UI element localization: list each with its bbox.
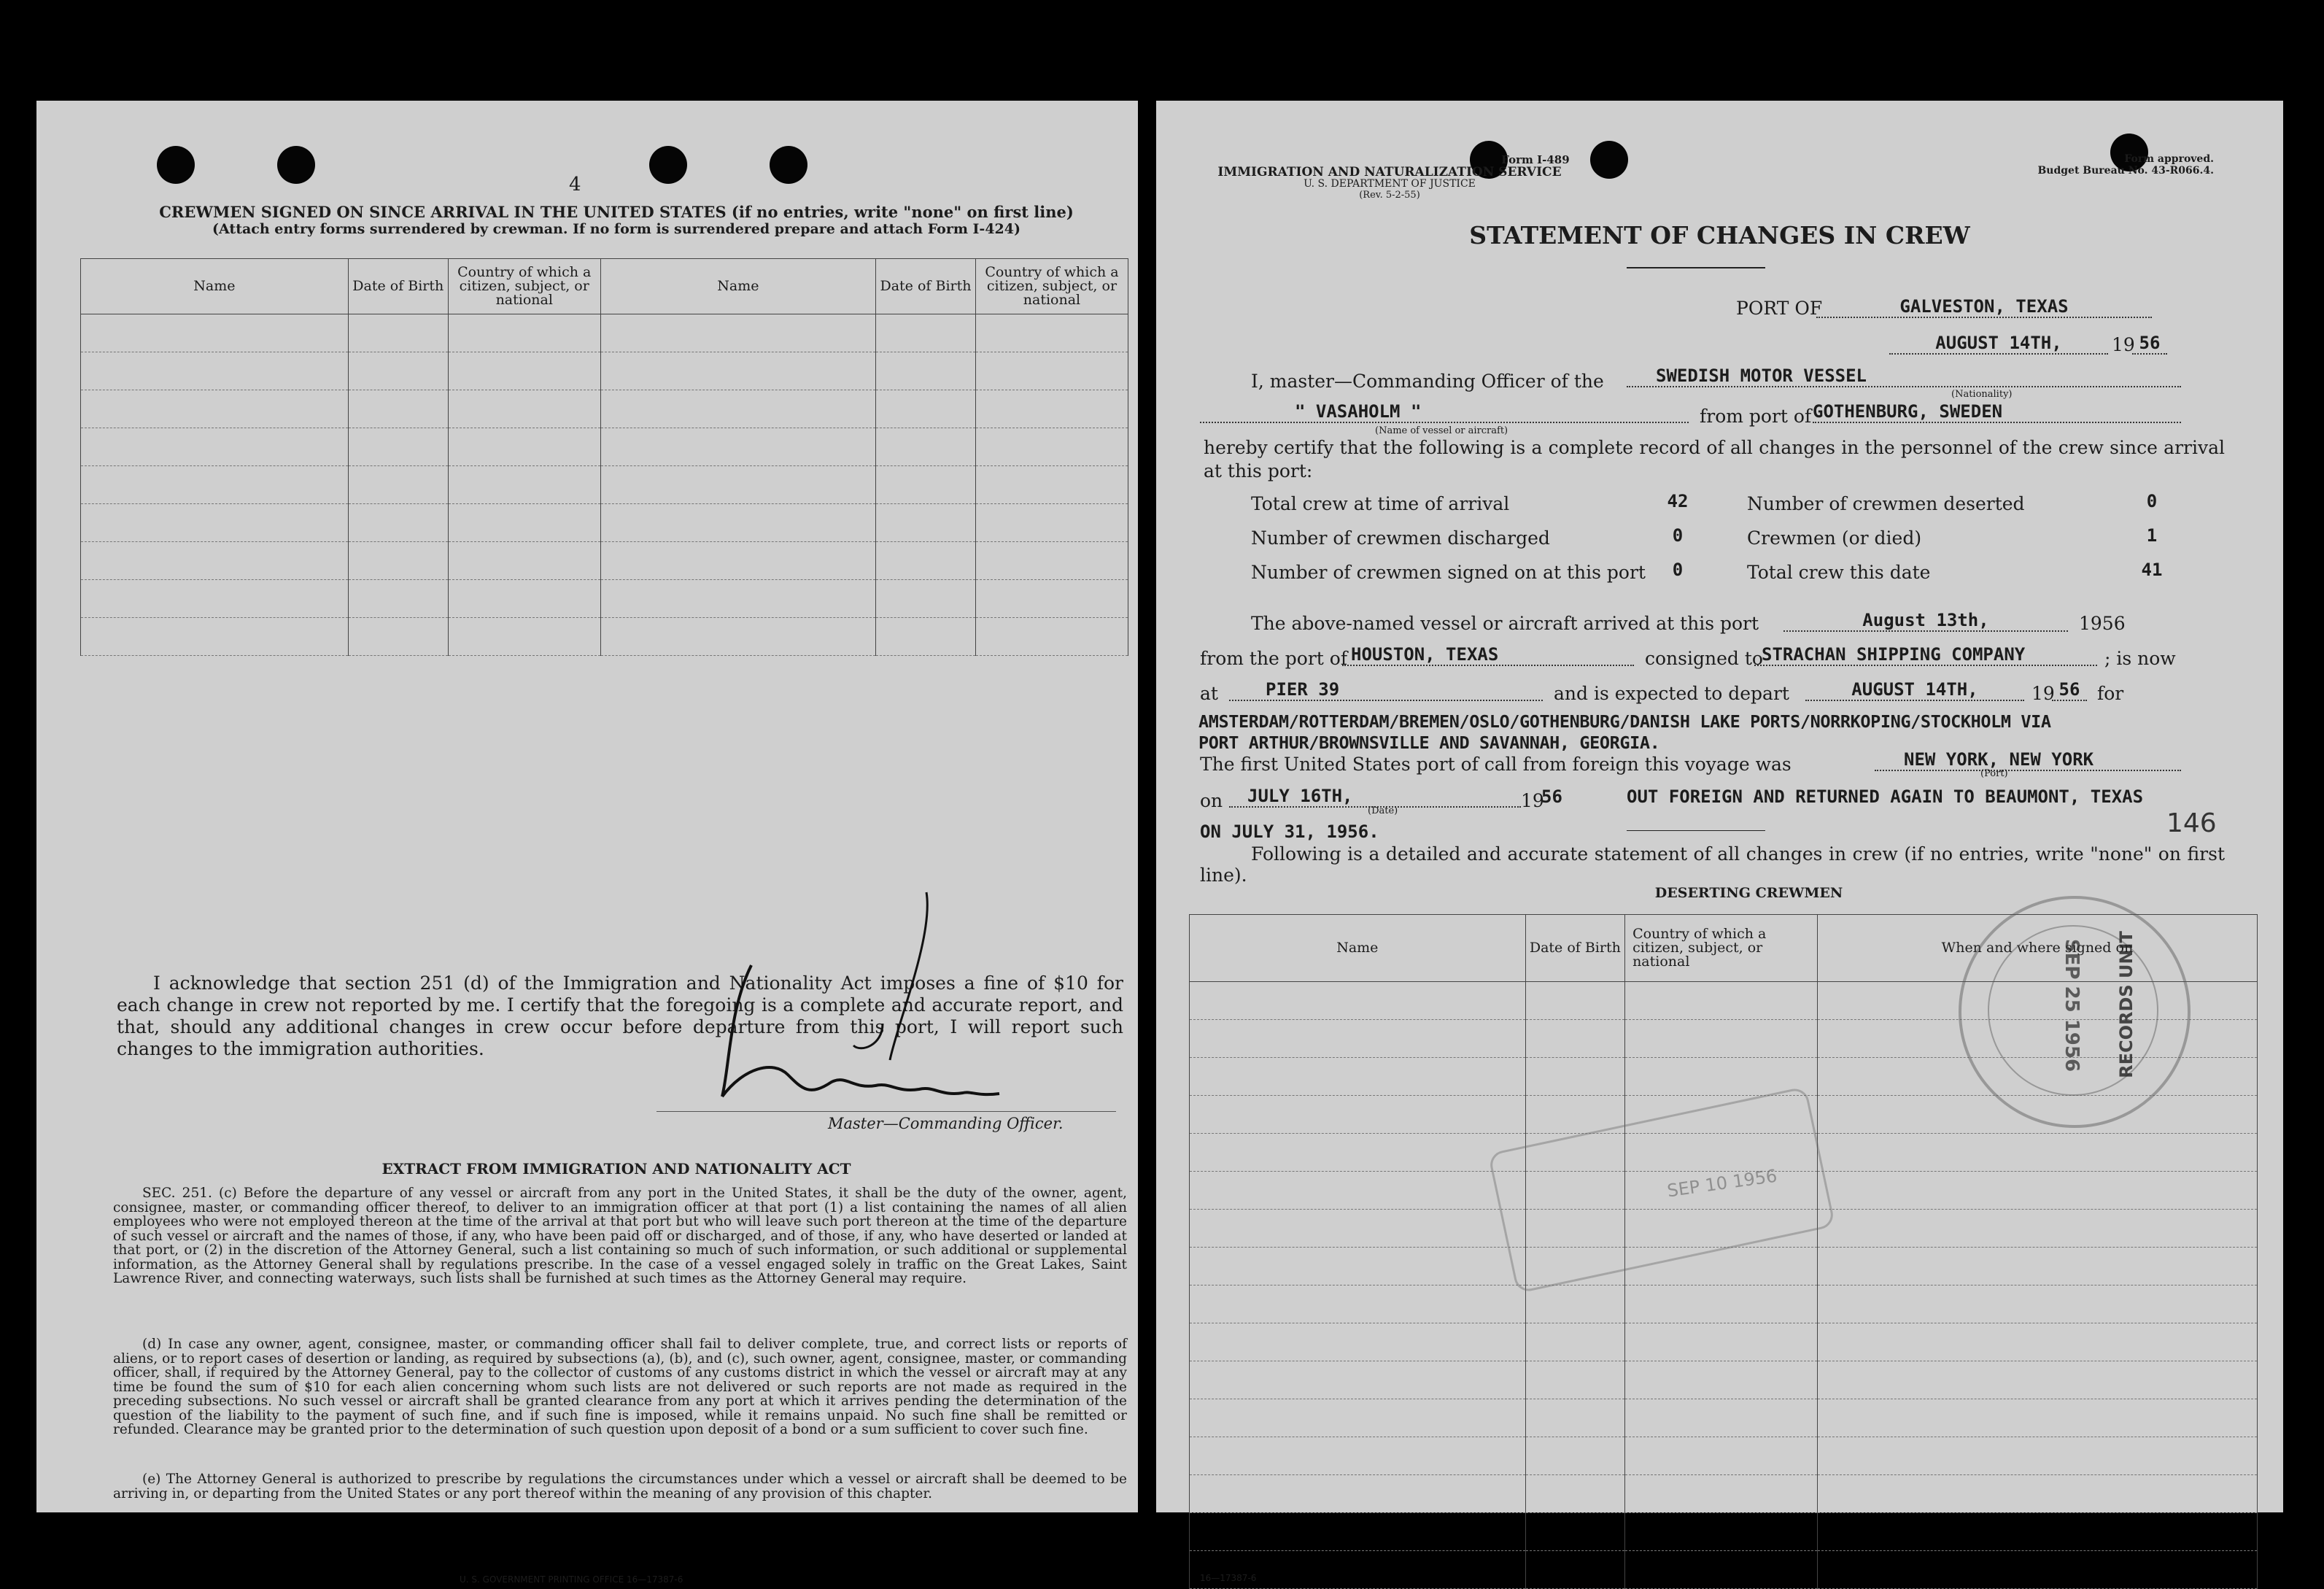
port-value: GALVESTON, TEXAS — [1816, 296, 2152, 318]
table-row — [81, 314, 1128, 352]
column-header: Name — [600, 259, 875, 314]
date-value: AUGUST 14TH, — [1889, 333, 2108, 355]
date-caption: (Date) — [1368, 805, 1398, 816]
revision-date: (Rev. 5-2-55) — [1359, 190, 1420, 201]
stat-label: Number of crewmen deserted — [1747, 493, 2025, 514]
column-header: Date of Birth — [348, 259, 448, 314]
stat-label: Number of crewmen discharged — [1251, 527, 1550, 549]
right-page — [1156, 101, 2283, 1583]
signed-on-header: CREWMEN SIGNED ON SINCE ARRIVAL IN THE UNITED STATES (if no entries, write "none" on first line) — [159, 203, 1074, 221]
from-the-port-value: HOUSTON, TEXAS — [1342, 644, 1634, 666]
signature-line — [656, 1111, 1116, 1112]
stat-label: Number of crewmen signed on at this port — [1251, 562, 1646, 583]
budget-number: Budget Bureau No. 43-R066.4. — [2037, 165, 2214, 177]
punch-hole — [157, 146, 195, 184]
stat-label: Crewmen (or died) — [1747, 527, 1922, 549]
section-rule — [1627, 830, 1765, 831]
table-row — [1190, 1248, 2258, 1285]
signature-caption: Master—Commanding Officer. — [828, 1115, 1064, 1132]
port-caption: (Port) — [1980, 768, 2008, 779]
first-port-value: NEW YORK, NEW YORK — [1875, 749, 2181, 771]
is-now-label: ; is now — [2104, 648, 2176, 669]
form-number: Form I-489 — [1501, 153, 1570, 166]
title-rule — [1627, 267, 1765, 268]
column-header: Name — [1190, 915, 1526, 982]
stat-value: 41 — [2141, 560, 2163, 580]
table-row — [81, 504, 1128, 542]
port-label: PORT OF — [1736, 298, 1823, 319]
stat-value: 0 — [2146, 491, 2158, 511]
vessel-name: " VASAHOLM " — [1200, 401, 1689, 423]
punch-hole — [770, 146, 807, 184]
table-row — [1190, 1513, 2258, 1551]
for-label: for — [2097, 683, 2124, 704]
stat-label: Total crew at time of arrival — [1251, 493, 1510, 514]
arrived-date: August 13th, — [1783, 610, 2068, 632]
column-header: Name — [81, 259, 349, 314]
table-row — [1190, 1437, 2258, 1475]
column-header: Date of Birth — [1525, 915, 1624, 982]
column-header: Country of which a citizen, subject, or national — [1625, 915, 1818, 982]
form-title: STATEMENT OF CHANGES IN CREW — [1469, 221, 1970, 250]
section-d-text: (d) In case any owner, agent, consignee, master, or commanding officer shall fail to deliver complete, true, and correct lists or reports of aliens, or to report cases of desertion or landing, as required by subsections (a), (b), and (c), such owner, agent, consignee, master, or commanding officer, shall, if required by the Attorney General, pay to the collector of customs of any customs district in which the vessel or aircraft may at any time be found the sum of $10 for each alien concerning whom such lists are not delivered or such reports are not made as required in the preceding subsections. No such vessel or aircraft shall be granted clearance from any port at which it arrives pending the determination of the question of the liability to the payment of such fine, and if such fine is imposed, while it remains unpaid. No such fine shall be remitted or refunded. Clearance may be granted prior to the determination of such question upon deposit of a bond or a sum sufficient to cover such fine. — [113, 1337, 1127, 1437]
vessel-caption: (Name of vessel or aircraft) — [1375, 425, 1508, 436]
table-row — [1190, 1399, 2258, 1437]
stamp-records-unit: RECORDS UNIT — [2116, 931, 2137, 1078]
certify-text: hereby certify that the following is a complete record of all changes in the personnel of the crew since arrival at this port: — [1204, 437, 2225, 482]
master-signature — [620, 878, 1058, 1118]
stat-value: 42 — [1667, 491, 1689, 511]
extract-title: EXTRACT FROM IMMIGRATION AND NATIONALITY ACT — [381, 1160, 851, 1178]
from-port-label: from port of — [1700, 406, 1812, 427]
table-row — [81, 542, 1128, 580]
table-row — [1190, 1551, 2258, 1589]
table-row — [1190, 1285, 2258, 1323]
column-header: Country of which a citizen, subject, or national — [975, 259, 1128, 314]
arrived-year: 1956 — [2079, 613, 2126, 634]
consignee-value: STRACHAN SHIPPING COMPANY — [1754, 644, 2097, 666]
printer-line: 16—17387-6 — [1200, 1573, 1257, 1583]
location-value: PIER 39 — [1229, 679, 1543, 701]
table-row — [1190, 1361, 2258, 1399]
following-text: Following is a detailed and accurate statement of all changes in crew (if no entries, write "none" on first line). — [1200, 843, 2225, 886]
depart-date: AUGUST 14TH, — [1805, 679, 2024, 701]
destinations-line-1: AMSTERDAM/ROTTERDAM/BREMEN/OSLO/GOTHENBURG/DANISH LAKE PORTS/NORRKOPING/STOCKHOLM VIA — [1198, 711, 2051, 732]
column-header: When and where signed on — [1817, 915, 2257, 982]
table-row — [81, 390, 1128, 428]
page-reference: 146 — [2166, 808, 2217, 838]
from-port-value: GOTHENBURG, SWEDEN — [1813, 401, 2181, 423]
return-date-note: ON JULY 31, 1956. — [1200, 821, 1379, 842]
signed-on-table — [80, 258, 1128, 656]
depart-year: 56 — [2052, 679, 2087, 701]
consigned-label: consigned to — [1645, 648, 1763, 669]
section-c-text: SEC. 251. (c) Before the departure of any vessel or aircraft from any port in the United States, it shall be the duty of the owner, agent, consignee, master, or commanding officer thereof, to deliver to an immigration officer at that port (1) a list containing the names of all alien employees who were not employed thereon at the time of the arrival at that port but who will leave such port thereon at the time of the departure of such vessel or aircraft and the names of those, if any, who have been paid off or discharged, and of those, if any, who have deserted or landed at that port, or (2) in the discretion of the Attorney General, such a list containing so much of such information, or such additional or supplemental information, as the Attorney General shall by regulations prescribe. In the case of a vessel engaged solely in traffic on the Great Lakes, Saint Lawrence River, and connecting waterways, such lists shall be furnished at such times as the Attorney General may require. — [113, 1186, 1127, 1286]
deserting-title: DESERTING CREWMEN — [1654, 885, 1843, 901]
stat-value: 0 — [1672, 525, 1684, 546]
depart-label: and is expected to depart — [1554, 683, 1789, 704]
section-e-text: (e) The Attorney General is authorized to prescribe by regulations the circumstances under which a vessel or aircraft shall be deemed to be arriving in, or departing from the United States or any port thereof within the meaning of any provision of this chapter. — [113, 1472, 1127, 1501]
page-number: 4 — [569, 174, 581, 196]
nationality-value: SWEDISH MOTOR VESSEL — [1627, 366, 2181, 387]
table-row — [81, 352, 1128, 390]
table-row — [1190, 1475, 2258, 1513]
printer-line: U. S. GOVERNMENT PRINTING OFFICE 16—17387-6 — [460, 1574, 683, 1585]
stat-value: 0 — [1672, 560, 1684, 580]
year-prefix: 19 — [2112, 334, 2135, 355]
punch-hole — [277, 146, 315, 184]
destinations-line-2: PORT ARTHUR/BROWNSVILLE AND SAVANNAH, GEORGIA. — [1198, 732, 1660, 753]
punch-hole — [649, 146, 687, 184]
first-port-label: The first United States port of call from foreign this voyage was — [1200, 754, 1792, 775]
master-label: I, master—Commanding Officer of the — [1251, 371, 1604, 392]
stat-value: 1 — [2146, 525, 2158, 546]
stamp-date: SEP 25 1956 — [2061, 938, 2083, 1072]
column-header: Date of Birth — [876, 259, 976, 314]
table-row — [81, 618, 1128, 656]
stamp2-date: SEP 10 1956 — [1665, 1165, 1778, 1202]
department-name: U. S. DEPARTMENT OF JUSTICE — [1304, 178, 1476, 190]
out-foreign-note: OUT FOREIGN AND RETURNED AGAIN TO BEAUMONT, TEXAS — [1627, 786, 2144, 807]
table-row — [1190, 1323, 2258, 1361]
arrived-label: The above-named vessel or aircraft arrived at this port — [1251, 613, 1759, 634]
agency-name: IMMIGRATION AND NATURALIZATION SERVICE — [1217, 165, 1562, 179]
at-label: at — [1200, 683, 1218, 704]
signed-on-subheader: (Attach entry forms surrendered by crewman. If no form is surrendered prepare and attach Form I-424) — [212, 221, 1020, 237]
on-label: on — [1200, 790, 1223, 811]
first-date-value: JULY 16TH, — [1229, 786, 1521, 808]
left-page — [36, 101, 1138, 1585]
table-row — [81, 428, 1128, 466]
table-row — [81, 466, 1128, 504]
budget-approval: Form approved. — [2124, 153, 2214, 165]
stat-label: Total crew this date — [1747, 562, 1931, 583]
from-the-port-label: from the port of — [1200, 648, 1348, 669]
first-year-prefix: 19 — [1521, 790, 1544, 811]
table-row — [81, 580, 1128, 618]
year-value: 56 — [2132, 333, 2167, 355]
first-year-value: 56 — [1541, 786, 1562, 807]
nationality-caption: (Nationality) — [1951, 389, 2013, 400]
depart-year-prefix: 19 — [2031, 683, 2055, 704]
acknowledgement-text: I acknowledge that section 251 (d) of the Immigration and Nationality Act imposes a fine of $10 for each change in crew not reported by me. I certify that the foregoing is a complete and accurate report, and that, should any additional changes in crew occur before departure from this port, I will report such changes to the immigration authorities. — [117, 973, 1123, 1059]
column-header: Country of which a citizen, subject, or national — [448, 259, 600, 314]
